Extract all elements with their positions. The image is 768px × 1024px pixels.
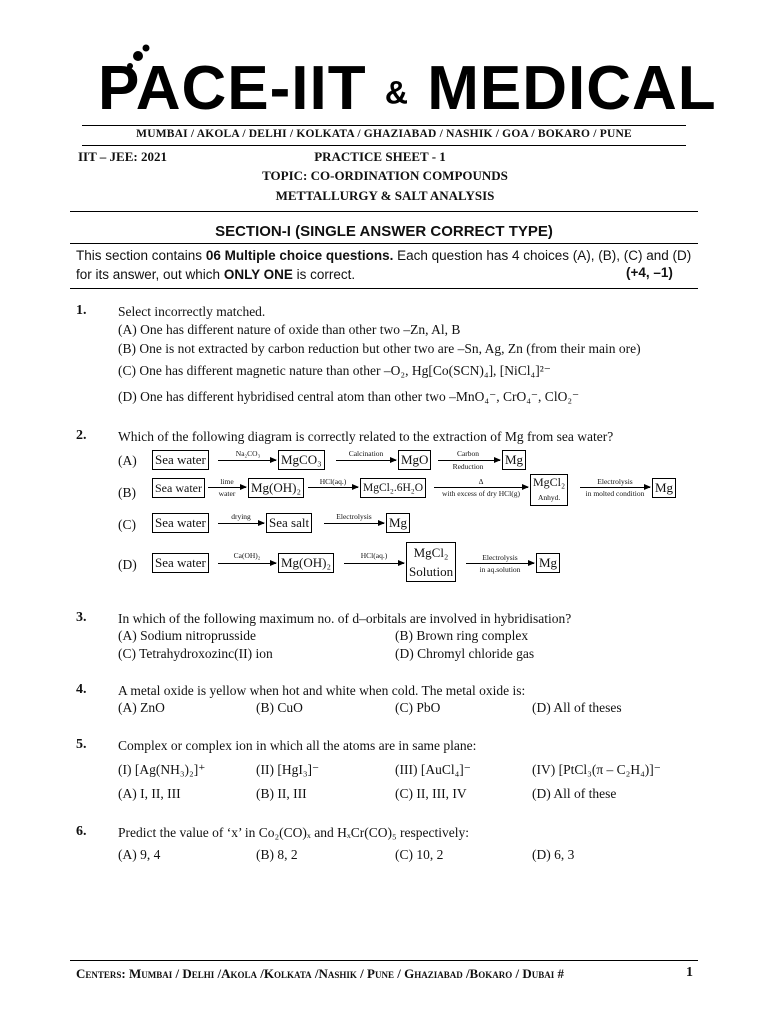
q2a-label-3a: Carbon	[456, 449, 480, 458]
q2d-mgoh2-box: Mg(OH)₂	[278, 553, 334, 573]
q2b-anhyd-text: Anhyd.	[537, 493, 561, 502]
q5-option-c: (C) II, III, IV	[395, 786, 467, 801]
exam-label: IIT – JEE: 2021	[78, 149, 167, 164]
q4-number: 4.	[76, 682, 87, 697]
q2a-sea-water-box: Sea water	[152, 450, 209, 470]
q2c-arrow-1	[218, 523, 264, 524]
q1-text: Select incorrectly matched.	[118, 304, 266, 319]
q5-item-iv: (IV) [PtCl₃(π – C₂H₄)]⁻	[532, 762, 661, 777]
marking-scheme: (+4, –1)	[626, 265, 673, 280]
q2a-mgco3-box: MgCO₃	[278, 450, 325, 470]
q4-option-a: (A) ZnO	[118, 700, 165, 715]
q3-option-a: (A) Sodium nitroprusside	[118, 628, 256, 643]
section-rule-top	[70, 211, 698, 212]
q2b-arrow-3	[434, 487, 528, 488]
q2d-mg-box: Mg	[536, 553, 560, 573]
q2b-label-3a: Δ	[478, 477, 484, 486]
q6-option-d: (D) 6, 3	[532, 847, 575, 862]
q3-option-b: (B) Brown ring complex	[395, 628, 529, 643]
q6-text: Predict the value of ‘x’ in Co₂(CO)ₓ and HₓCr(CO)₅ respectively:	[118, 825, 470, 840]
q3-option-c: (C) Tetrahydroxozinc(II) ion	[118, 646, 273, 661]
q2b-arrow-4	[580, 487, 650, 488]
q2d-mgcl2-text: MgCl₂	[413, 545, 449, 560]
q1-option-a: (A) One has different nature of oxide than other two –Zn, Al, B	[118, 322, 461, 337]
q6-option-b: (B) 8, 2	[256, 847, 298, 862]
header-rule-top	[82, 125, 686, 126]
page-number: 1	[686, 965, 693, 980]
center-cities: MUMBAI / AKOLA / DELHI / KOLKATA / GHAZIABAD / NASHIK / GOA / BOKARO / PUNE	[136, 128, 632, 140]
q1-option-d: (D) One has different hybridised central atom than other two –MnO₄⁻, CrO₄⁻, ClO₂⁻	[118, 389, 580, 404]
q2a-label-2: Calcination	[348, 449, 384, 458]
q2d-arrow-1	[218, 563, 276, 564]
q3-number: 3.	[76, 610, 87, 625]
q3-text: In which of the following maximum no. of d–orbitals are involved in hybridisation?	[118, 611, 572, 626]
q5-item-ii: (II) [HgI₃]⁻	[256, 762, 320, 777]
q2b-label-1a: lime	[220, 477, 234, 486]
logo-text: PACE-IIT & MEDICAL	[98, 54, 717, 123]
footer-centers: Centers: Mumbai / Delhi /Akola /Kolkata /Nashik / Pune / Ghaziabad /Bokaro / Dubai #	[76, 966, 564, 981]
q2-option-d-label: (D)	[118, 557, 137, 572]
q2c-mg-box: Mg	[386, 513, 410, 533]
q1-number: 1.	[76, 303, 87, 318]
q5-text: Complex or complex ion in which all the atoms are in same plane:	[118, 738, 477, 753]
q2d-arrow-3	[466, 563, 534, 564]
q5-item-iii: (III) [AuCl₄]⁻	[395, 762, 471, 777]
topic-title: TOPIC: CO-ORDINATION COMPOUNDS	[262, 168, 508, 183]
q2d-label-3b: in aq.solution	[479, 565, 521, 574]
q4-option-b: (B) CuO	[256, 700, 303, 715]
section-rule-mid	[70, 243, 698, 244]
q4-text: A metal oxide is yellow when hot and white when cold. The metal oxide is:	[118, 683, 526, 698]
q2a-mg-box: Mg	[502, 450, 526, 470]
q2b-mgcl2-hydrate-box: MgCl₂.6H₂O	[360, 478, 426, 498]
q2-number: 2.	[76, 428, 87, 443]
q2-option-c-label: (C)	[118, 517, 136, 532]
q2a-label-1: Na₂CO₃	[235, 449, 261, 458]
q2-option-a-label: (A)	[118, 453, 137, 468]
q6-option-a: (A) 9, 4	[118, 847, 161, 862]
q2a-mgo-box: MgO	[398, 450, 431, 470]
section-rule-bottom	[70, 288, 698, 289]
q2b-sea-water-box: Sea water	[152, 478, 205, 498]
header-rule-bottom	[82, 145, 686, 146]
q2c-label-2: Electrolysis	[336, 512, 372, 521]
section-title: SECTION-I (SINGLE ANSWER CORRECT TYPE)	[215, 223, 553, 240]
section-instructions: This section contains 06 Multiple choice questions. Each question has 4 choices (A), (B), (C) and (D) for its answer, out which ONLY ONE is correct.	[76, 248, 692, 282]
q2a-arrow-3	[438, 460, 500, 461]
q2a-arrow-2	[336, 460, 396, 461]
q2b-mgcl2-text: MgCl₂	[533, 475, 566, 489]
q2d-label-1: Ca(OH)₂	[233, 551, 261, 560]
q2d-arrow-2	[344, 563, 404, 564]
q2-option-b-label: (B)	[118, 485, 136, 500]
q2d-sea-water-box: Sea water	[152, 553, 209, 573]
q2b-label-3b: with excess of dry HCl(g)	[442, 489, 520, 498]
q2b-arrow-2	[308, 487, 358, 488]
q2b-label-1b: water	[218, 489, 236, 498]
q3-option-d: (D) Chromyl chloride gas	[395, 646, 535, 661]
q5-number: 5.	[76, 737, 87, 752]
q5-option-b: (B) II, III	[256, 786, 307, 801]
q2c-arrow-2	[324, 523, 384, 524]
q2a-arrow-1	[218, 460, 276, 461]
q1-option-c: (C) One has different magnetic nature than other –O₂, Hg[Co(SCN)₄], [NiCl₄]²⁻	[118, 363, 551, 378]
q2d-label-2: HCl(aq.)	[360, 551, 388, 560]
q2b-label-4b: in molted condition	[585, 489, 645, 498]
q5-option-a: (A) I, II, III	[118, 786, 181, 801]
q2c-sea-water-box: Sea water	[152, 513, 209, 533]
q2d-solution-text: Solution	[409, 564, 454, 579]
q2b-mg-box: Mg	[652, 478, 676, 498]
q2b-label-2: HCl(aq.)	[319, 477, 347, 486]
q2b-label-4a: Electrolysis	[597, 477, 633, 486]
q2d-label-3a: Electrolysis	[482, 553, 518, 562]
q2c-sea-salt-box: Sea salt	[266, 513, 312, 533]
q6-number: 6.	[76, 824, 87, 839]
q6-option-c: (C) 10, 2	[395, 847, 444, 862]
q1-option-b: (B) One is not extracted by carbon reduction but other two are –Sn, Ag, Zn (from their main ore)	[118, 341, 641, 356]
subtopic-title: METTALLURGY & SALT ANALYSIS	[275, 188, 495, 203]
q2b-mgoh2-box: Mg(OH)₂	[248, 478, 304, 498]
sheet-title: PRACTICE SHEET - 1	[314, 149, 446, 164]
q5-option-d: (D) All of these	[532, 786, 617, 801]
footer-rule	[70, 960, 698, 961]
q2b-anhydrous-mgcl2-box	[530, 474, 568, 506]
q5-item-i: (I) [Ag(NH₃)₂]⁺	[118, 762, 206, 777]
q2d-mgcl2-solution-box	[406, 542, 456, 582]
q2c-label-1: drying	[231, 512, 251, 521]
q4-option-d: (D) All of theses	[532, 700, 622, 715]
q2b-arrow-1	[208, 487, 246, 488]
q4-option-c: (C) PbO	[395, 700, 441, 715]
q2a-label-3b: Reduction	[452, 462, 484, 471]
q2-text: Which of the following diagram is correctly related to the extraction of Mg from sea water?	[118, 429, 614, 444]
